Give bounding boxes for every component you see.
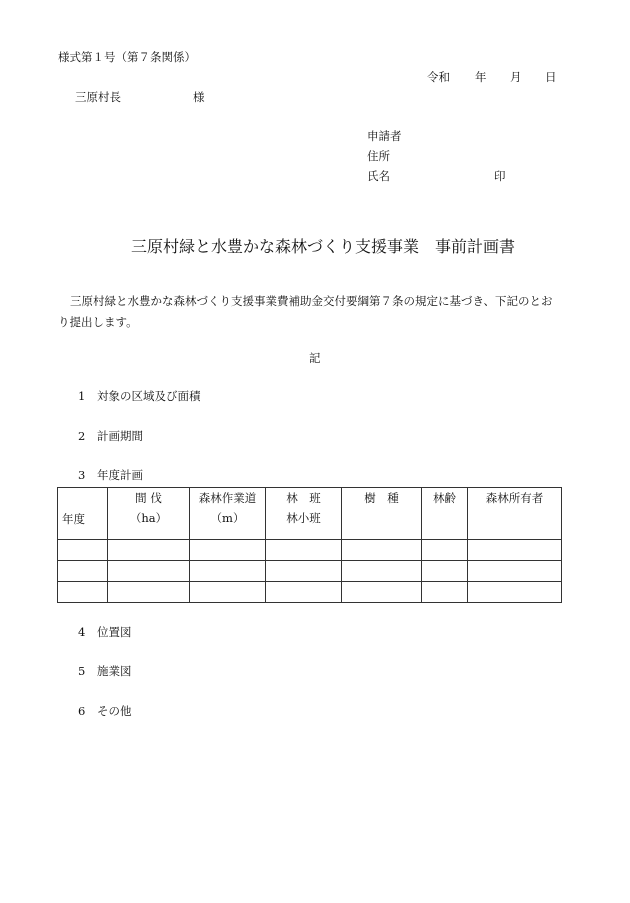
date-era: 令和 bbox=[427, 70, 450, 84]
cell-stand[interactable] bbox=[266, 540, 342, 561]
cell-age[interactable] bbox=[422, 540, 468, 561]
header-species: 樹 種 bbox=[342, 488, 422, 540]
cell-species[interactable] bbox=[342, 540, 422, 561]
item-label: その他 bbox=[97, 704, 132, 718]
applicant-name-label: 氏名 bbox=[367, 169, 390, 183]
cell-road[interactable] bbox=[190, 561, 266, 582]
cell-road[interactable] bbox=[190, 582, 266, 603]
cell-thinning[interactable] bbox=[108, 540, 190, 561]
form-number: 様式第１号（第７条関係） bbox=[58, 50, 196, 64]
table-row bbox=[58, 561, 562, 582]
header-stand: 林 班 林小班 bbox=[266, 488, 342, 540]
addressee-name: 三原村長 bbox=[75, 90, 121, 104]
intro-line-1: 三原村緑と水豊かな森林づくり支援事業費補助金交付要綱第７条の規定に基づき、下記のとお bbox=[70, 294, 553, 308]
cell-year[interactable] bbox=[58, 561, 108, 582]
item-number: 2 bbox=[78, 429, 86, 443]
cell-age[interactable] bbox=[422, 561, 468, 582]
item-number: 4 bbox=[78, 625, 86, 639]
header-thinning-unit: （ha） bbox=[129, 511, 168, 525]
item-label: 位置図 bbox=[97, 625, 132, 639]
header-thinning: 間 伐 （ha） bbox=[108, 488, 190, 540]
item-label: 施業図 bbox=[97, 664, 132, 678]
item-number: 3 bbox=[78, 468, 86, 482]
header-owner: 森林所有者 bbox=[468, 488, 562, 540]
cell-road[interactable] bbox=[190, 540, 266, 561]
cell-stand[interactable] bbox=[266, 561, 342, 582]
header-substand: 林小班 bbox=[286, 511, 321, 525]
cell-thinning[interactable] bbox=[108, 582, 190, 603]
date-year: 年 bbox=[475, 70, 487, 84]
header-age: 林齢 bbox=[422, 488, 468, 540]
date-day: 日 bbox=[545, 70, 557, 84]
item-number: 1 bbox=[78, 389, 86, 403]
header-year: 年度 bbox=[58, 488, 108, 540]
intro-paragraph bbox=[58, 291, 566, 333]
table-row bbox=[58, 582, 562, 603]
table-header-row bbox=[58, 488, 562, 540]
cell-year[interactable] bbox=[58, 582, 108, 603]
applicant-seal: 印 bbox=[494, 169, 506, 183]
ki-heading: 記 bbox=[309, 351, 321, 365]
cell-year[interactable] bbox=[58, 540, 108, 561]
intro-line-2: り提出します。 bbox=[58, 315, 138, 329]
table-row bbox=[58, 540, 562, 561]
item-label: 計画期間 bbox=[97, 429, 143, 443]
item-number: 5 bbox=[78, 664, 86, 678]
cell-owner[interactable] bbox=[468, 561, 562, 582]
addressee-honorific: 様 bbox=[193, 90, 205, 104]
date-month: 月 bbox=[510, 70, 522, 84]
item-label: 対象の区域及び面積 bbox=[97, 389, 201, 403]
item-label: 年度計画 bbox=[97, 468, 143, 482]
item-number: 6 bbox=[78, 704, 86, 718]
applicant-address-label: 住所 bbox=[367, 149, 390, 163]
header-road-unit: （m） bbox=[210, 511, 245, 525]
header-road: 森林作業道 （m） bbox=[190, 488, 266, 540]
cell-owner[interactable] bbox=[468, 540, 562, 561]
cell-species[interactable] bbox=[342, 561, 422, 582]
cell-age[interactable] bbox=[422, 582, 468, 603]
cell-species[interactable] bbox=[342, 582, 422, 603]
applicant-label: 申請者 bbox=[367, 129, 402, 143]
cell-thinning[interactable] bbox=[108, 561, 190, 582]
cell-stand[interactable] bbox=[266, 582, 342, 603]
document-title: 三原村緑と水豊かな森林づくり支援事業 事前計画書 bbox=[131, 237, 516, 256]
cell-owner[interactable] bbox=[468, 582, 562, 603]
annual-plan-table bbox=[57, 487, 562, 603]
